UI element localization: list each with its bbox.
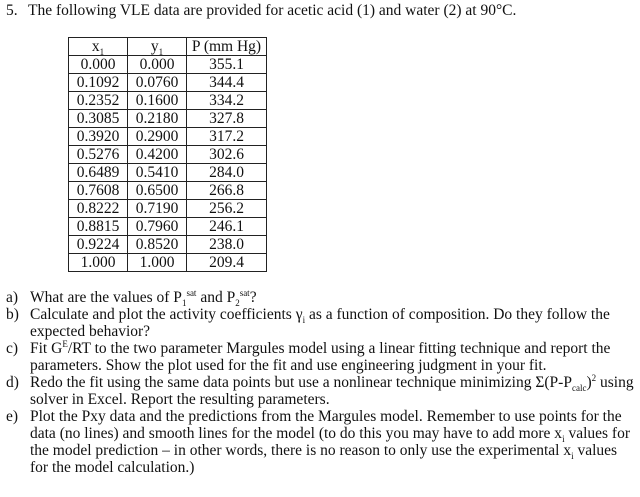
- table-header-row: [69, 38, 267, 56]
- cell-pressure: 238.0: [187, 236, 267, 254]
- cell-x1: 0.2352: [69, 92, 128, 110]
- problem-number: 5.: [6, 2, 18, 19]
- cell-pressure: 302.6: [187, 146, 267, 164]
- vle-data-table: [68, 37, 267, 272]
- question-e: e) Plot the Pxy data and the predictions from the Margules model. Remember to use points for the data (no lines) and smooth lines for the model (to do this you may have to add more $x_i$ values for the model prediction – in other words, there is no reason to only use the experimental $x_i$ values for the model calculation.): [6, 408, 630, 476]
- cell-pressure: 246.1: [187, 218, 267, 236]
- header-y1: $y_1$: [128, 38, 187, 56]
- cell-pressure: 317.2: [187, 128, 267, 146]
- cell-x1: 0.1092: [69, 74, 128, 92]
- cell-y1: 0.8520: [128, 236, 187, 254]
- cell-x1: 1.000: [69, 254, 128, 272]
- cell-x1: 0.5276: [69, 146, 128, 164]
- cell-x1: 0.8815: [69, 218, 128, 236]
- header-x1: $x_1$: [69, 38, 128, 56]
- cell-y1: 1.000: [128, 254, 187, 272]
- cell-pressure: 344.4: [187, 74, 267, 92]
- cell-pressure: 334.2: [187, 92, 267, 110]
- cell-x1: 0.8222: [69, 200, 128, 218]
- question-d: d) Redo the fit using the same data points but use a nonlinear technique minimizing $\Sigma(P-P_{calc})^2$ using solver in Excel. Report the resulting parameters.: [6, 372, 634, 408]
- cell-y1: 0.5410: [128, 164, 187, 182]
- cell-y1: 0.7960: [128, 218, 187, 236]
- table-row: [69, 200, 267, 218]
- cell-x1: 0.3085: [69, 110, 128, 128]
- cell-x1: 0.000: [69, 56, 128, 74]
- cell-pressure: 256.2: [187, 200, 267, 218]
- cell-pressure: 209.4: [187, 254, 267, 272]
- cell-y1: 0.2900: [128, 128, 187, 146]
- table-row: [69, 254, 267, 272]
- cell-y1: 0.7190: [128, 200, 187, 218]
- question-list: [6, 289, 638, 476]
- cell-y1: 0.4200: [128, 146, 187, 164]
- cell-x1: 0.9224: [69, 236, 128, 254]
- cell-x1: 0.6489: [69, 164, 128, 182]
- cell-x1: 0.3920: [69, 128, 128, 146]
- table-row: [69, 92, 267, 110]
- table-row: [69, 74, 267, 92]
- table-row: [69, 146, 267, 164]
- table-row: [69, 236, 267, 254]
- cell-pressure: 266.8: [187, 182, 267, 200]
- table-row: [69, 110, 267, 128]
- table-row: [69, 182, 267, 200]
- cell-y1: 0.000: [128, 56, 187, 74]
- cell-pressure: 284.0: [187, 164, 267, 182]
- cell-x1: 0.7608: [69, 182, 128, 200]
- header-pressure: P (mm Hg): [187, 38, 267, 56]
- cell-y1: 0.1600: [128, 92, 187, 110]
- table-body: [69, 56, 267, 272]
- cell-y1: 0.2180: [128, 110, 187, 128]
- problem-heading: [6, 2, 516, 19]
- table-row: [69, 164, 267, 182]
- cell-y1: 0.6500: [128, 182, 187, 200]
- cell-pressure: 355.1: [187, 56, 267, 74]
- table-row: [69, 128, 267, 146]
- question-a: a) What are the values of $P_1^{sat}$ and $P_2^{sat}$?: [6, 287, 257, 309]
- question-c: c) Fit $G^E/RT$ to the two parameter Margules model using a linear fitting technique and report the parameters. Show the plot used for the fit and use engineering judgment in your fit.: [6, 338, 611, 374]
- cell-pressure: 327.8: [187, 110, 267, 128]
- question-b: b) Calculate and plot the activity coefficients $\gamma_i$ as a function of composition. Do they follow the expected behavior?: [6, 306, 610, 340]
- table-row: [69, 56, 267, 74]
- table-row: [69, 218, 267, 236]
- problem-statement: The following VLE data are provided for acetic acid (1) and water (2) at 90°C.: [28, 2, 517, 19]
- cell-y1: 0.0760: [128, 74, 187, 92]
